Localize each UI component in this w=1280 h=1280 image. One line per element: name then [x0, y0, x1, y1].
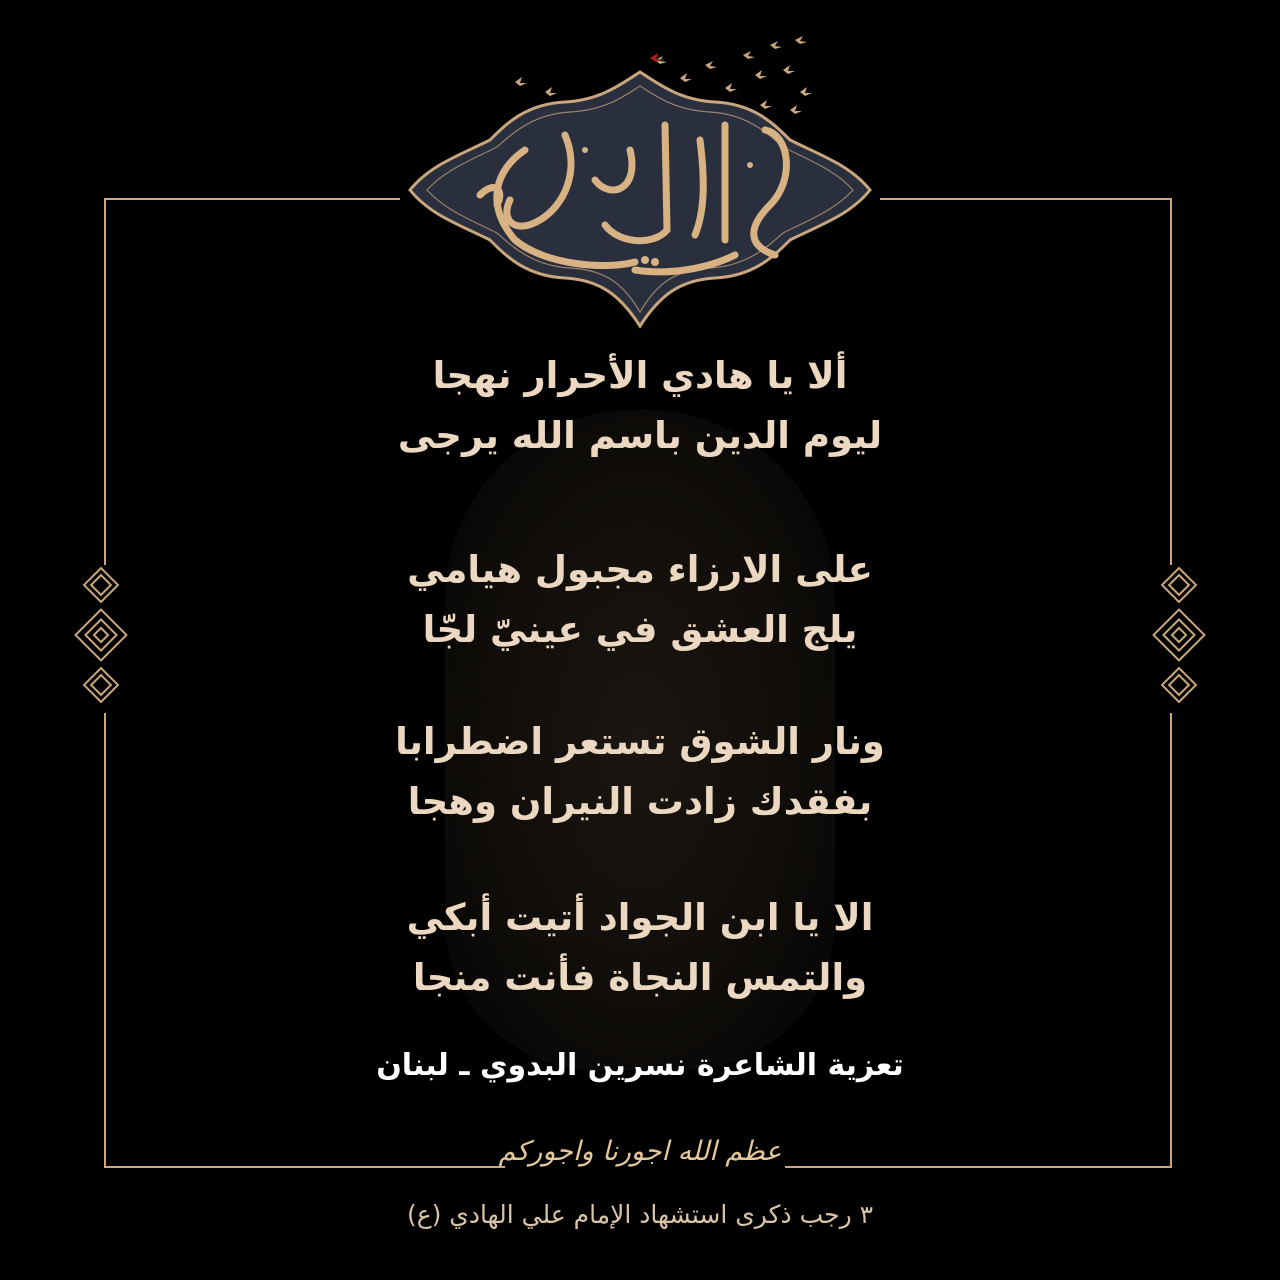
poem-line: يلج العشق في عينيّ لجّا [422, 608, 858, 651]
poem-line: والتمس النجاة فأنت منجا [412, 956, 868, 999]
poem-line: بفقدك زادت النيران وهجا [407, 780, 873, 823]
decorative-frame [104, 198, 1172, 1168]
kufic-ornament-right-icon [1144, 565, 1214, 715]
condolence-phrase: عظم الله اجورنا واجوركم [498, 1136, 782, 1167]
poem-stanza-1 [300, 346, 980, 466]
calligraphy-emblem-icon [405, 30, 875, 330]
poem-line: ألا يا هادي الأحرار نهجا [432, 354, 848, 397]
poem-line: الا يا ابن الجواد أتيت أبكي [406, 896, 874, 939]
poem-stanza-2 [300, 540, 980, 660]
poem-line: ونار الشوق تستعر اضطرابا [395, 720, 885, 763]
poem-stanza-3 [300, 712, 980, 832]
medallion-shape [410, 72, 870, 326]
anniversary-caption: ٣ رجب ذكرى استشهاد الإمام علي الهادي (ع) [406, 1200, 874, 1229]
poem-line: على الارزاء مجبول هيامي [407, 548, 873, 591]
poet-attribution: تعزية الشاعرة نسرين البدوي ـ لبنان [376, 1048, 904, 1083]
poem-line: ليوم الدين باسم الله يرجى [397, 414, 883, 457]
poem-stanza-4 [300, 888, 980, 1008]
kufic-ornament-left-icon [66, 565, 136, 715]
